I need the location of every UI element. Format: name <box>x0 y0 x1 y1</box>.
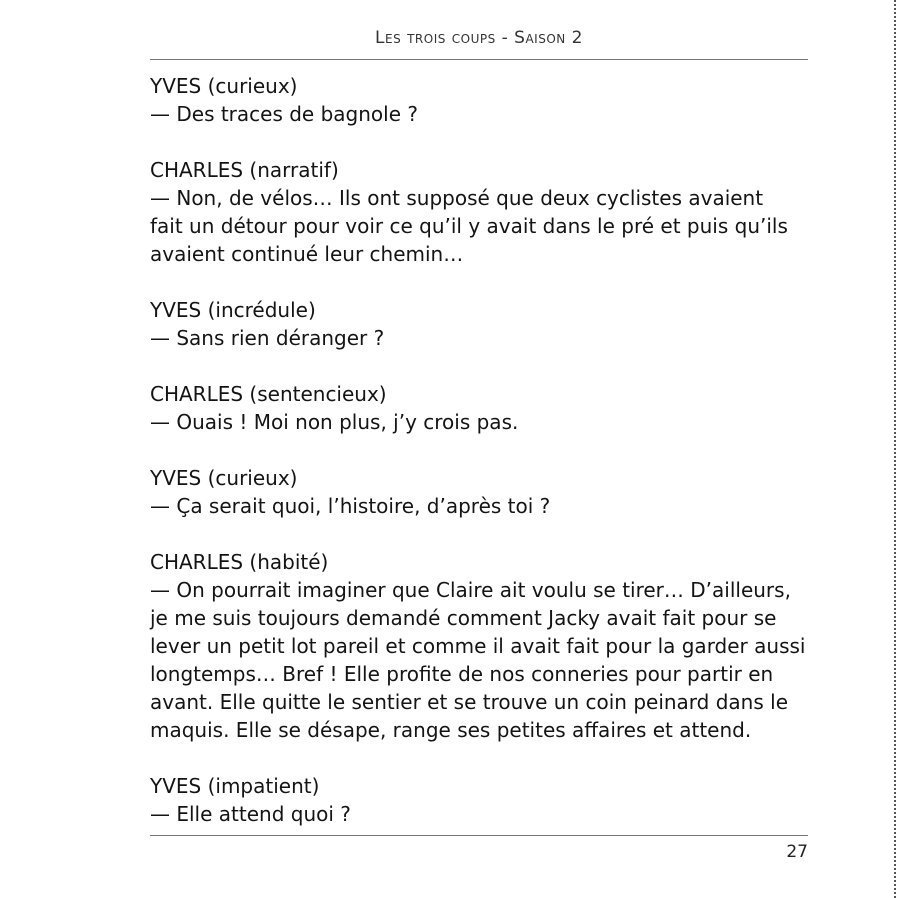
dialogue-line: — Des traces de bagnole ? <box>150 102 418 126</box>
dialogue-block <box>150 296 810 352</box>
dialogue-line: — Ouais ! Moi non plus, j’y crois pas. <box>150 410 519 434</box>
speaker-direction: CHARLES (narratif) <box>150 158 339 182</box>
dialogue-line: — Non, de vélos… Ils ont supposé que deux cyclistes avaient <box>150 186 764 210</box>
dialogue-block <box>150 380 810 436</box>
script-body <box>150 72 810 856</box>
dialogue-block <box>150 72 810 128</box>
footer-rule <box>150 835 808 836</box>
speaker-direction: YVES (curieux) <box>150 466 298 490</box>
dialogue-block <box>150 772 810 828</box>
speaker-direction: YVES (curieux) <box>150 74 298 98</box>
dialogue-line: — Elle attend quoi ? <box>150 802 351 826</box>
speaker-direction: YVES (incrédule) <box>150 298 316 322</box>
dialogue-line: avant. Elle quitte le sentier et se trouve un coin peinard dans le <box>150 690 788 714</box>
speaker-direction: CHARLES (habité) <box>150 550 329 574</box>
dialogue-line: — Sans rien déranger ? <box>150 326 385 350</box>
page-number: 27 <box>786 842 808 862</box>
dialogue-block <box>150 156 810 268</box>
dialogue-line: — On pourrait imaginer que Claire ait voulu se tirer… D’ailleurs, <box>150 578 791 602</box>
page-edge-border <box>894 0 896 898</box>
header-rule <box>150 59 808 60</box>
dialogue-line: avaient continué leur chemin… <box>150 242 464 266</box>
running-header: Les trois coups - Saison 2 <box>375 28 583 48</box>
speaker-direction: YVES (impatient) <box>150 774 320 798</box>
dialogue-line: je me suis toujours demandé comment Jacky avait fait pour se <box>150 606 777 630</box>
dialogue-block <box>150 548 810 744</box>
dialogue-line: — Ça serait quoi, l’histoire, d’après toi ? <box>150 494 551 518</box>
dialogue-line: fait un détour pour voir ce qu’il y avait dans le pré et puis qu’ils <box>150 214 788 238</box>
speaker-direction: CHARLES (sentencieux) <box>150 382 387 406</box>
dialogue-line: longtemps… Bref ! Elle profite de nos conneries pour partir en <box>150 662 774 686</box>
dialogue-block <box>150 464 810 520</box>
dialogue-line: maquis. Elle se désape, range ses petites affaires et attend. <box>150 718 752 742</box>
dialogue-line: lever un petit lot pareil et comme il avait fait pour la garder aussi <box>150 634 806 658</box>
